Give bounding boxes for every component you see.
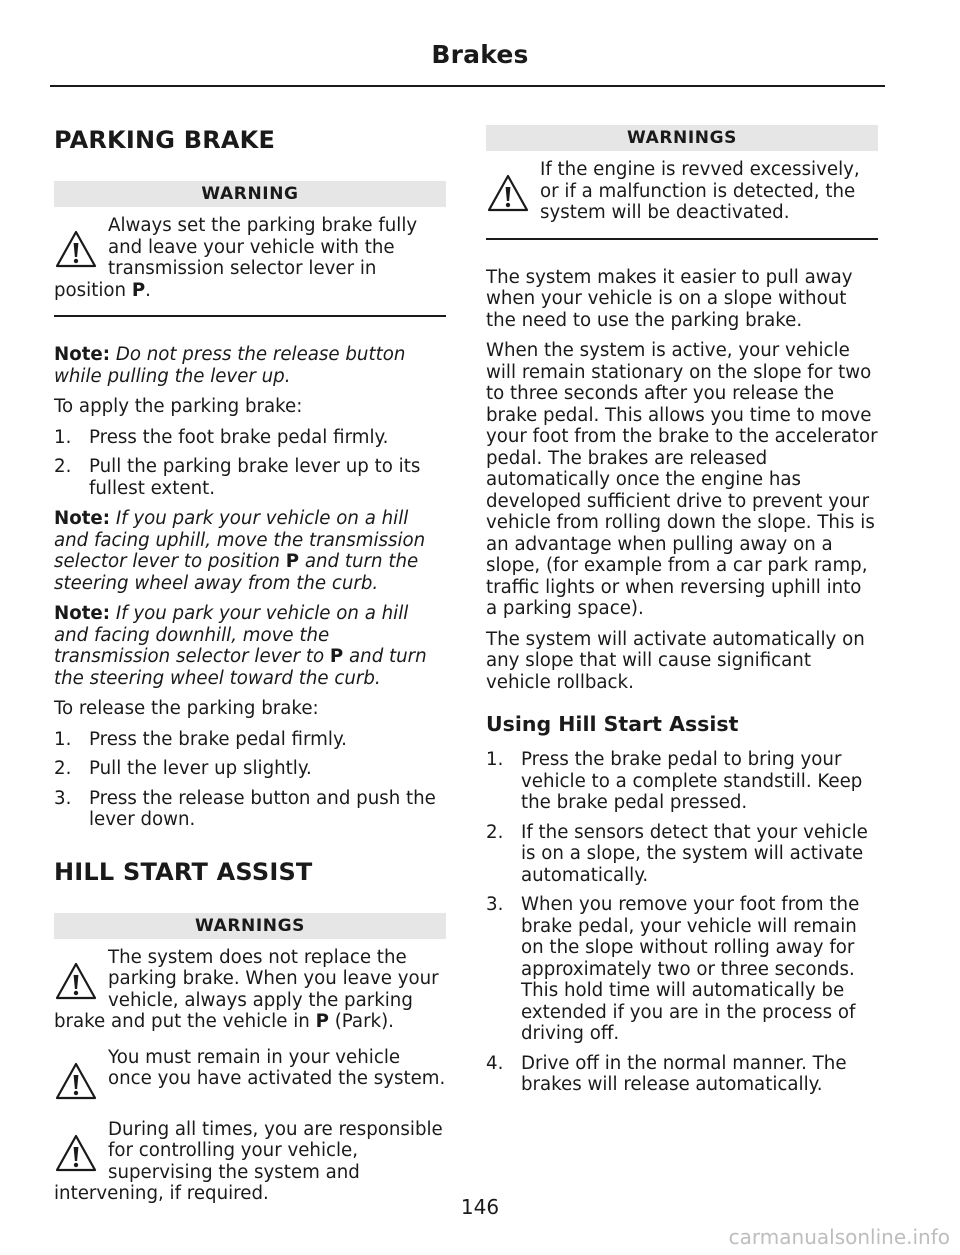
apply-steps bbox=[54, 427, 446, 500]
parking-brake-heading: PARKING BRAKE bbox=[54, 126, 276, 154]
note-text: If you park your vehicle on a hill and facing uphill, move the transmission selector lever to position bbox=[54, 508, 426, 572]
warning-triangle-icon bbox=[486, 173, 530, 213]
step-text: Press the brake pedal firmly. bbox=[89, 728, 347, 750]
note-text: Do not press the release button while pulling the lever up. bbox=[54, 344, 406, 387]
warning-text: During all times, you are responsible for controlling your vehicle, supervising the system and intervening, if required. bbox=[54, 1118, 443, 1204]
warning-item bbox=[54, 947, 446, 1033]
list-item bbox=[486, 1053, 878, 1096]
warning-item bbox=[54, 1119, 446, 1205]
left-column bbox=[54, 125, 446, 1219]
hill-start-assist-heading: HILL START ASSIST bbox=[54, 857, 313, 886]
note-downhill bbox=[54, 603, 446, 689]
warning-text-end: . bbox=[145, 279, 151, 301]
step-number: 4. bbox=[486, 1052, 504, 1074]
list-item bbox=[54, 729, 446, 751]
list-item bbox=[54, 758, 446, 780]
step-number: 2. bbox=[486, 821, 504, 843]
hsa-warnings-box bbox=[54, 913, 446, 1205]
paragraph: The system will activate automatically on any slope that will cause significant vehicle rollback. bbox=[486, 628, 865, 693]
warning-triangle-icon bbox=[54, 229, 98, 269]
step-text: Press the release button and push the lever down. bbox=[89, 787, 436, 830]
list-item bbox=[54, 788, 446, 831]
warning-text-end: (Park). bbox=[328, 1011, 394, 1032]
warning-item bbox=[54, 215, 446, 301]
warning-triangle-icon bbox=[54, 1133, 98, 1173]
step-number: 1. bbox=[54, 728, 72, 750]
parking-warning-box bbox=[54, 181, 446, 317]
warning-item bbox=[486, 159, 878, 224]
position-p: P bbox=[329, 646, 344, 667]
system-warnings-box bbox=[486, 125, 878, 240]
list-item bbox=[54, 456, 446, 499]
header-divider bbox=[50, 85, 885, 87]
warnings-heading: WARNINGS bbox=[486, 125, 878, 151]
step-text: When you remove your foot from the brake pedal, your vehicle will remain on the slope without rolling away for approximately two or three seconds. This hold time will automatically be extended if you are in the process of driving off. bbox=[521, 894, 860, 1044]
note-label: Note: bbox=[54, 508, 111, 529]
chapter-title: Brakes bbox=[431, 40, 529, 69]
warning-text: Always set the parking brake fully and leave your vehicle with the transmission selector lever in position bbox=[54, 215, 418, 301]
release-intro: To release the parking brake: bbox=[54, 698, 319, 719]
note-label: Note: bbox=[54, 344, 111, 365]
step-text: Drive off in the normal manner. The brakes will release automatically. bbox=[521, 1052, 847, 1095]
note-label: Note: bbox=[54, 603, 111, 624]
list-item bbox=[486, 749, 878, 814]
list-item bbox=[486, 822, 878, 887]
position-p: P bbox=[131, 279, 146, 301]
warning-triangle-icon bbox=[54, 1061, 98, 1101]
step-number: 2. bbox=[54, 758, 72, 779]
step-number: 3. bbox=[54, 787, 72, 809]
step-text: Pull the parking brake lever up to its fullest extent. bbox=[89, 456, 421, 499]
step-number: 3. bbox=[486, 894, 504, 915]
note-release-button bbox=[54, 344, 446, 387]
warning-triangle-icon bbox=[54, 961, 98, 1001]
step-text: If the sensors detect that your vehicle is on a slope, the system will activate automatically. bbox=[521, 821, 868, 886]
warning-text: You must remain in your vehicle once you have activated the system. bbox=[108, 1046, 446, 1089]
step-number: 2. bbox=[54, 456, 72, 477]
warning-text: If the engine is revved excessively, or if a malfunction is detected, the system will be deactivated. bbox=[540, 159, 860, 223]
note-text: If you park your vehicle on a hill and facing downhill, move the transmission selector lever to bbox=[54, 603, 409, 667]
release-steps bbox=[54, 729, 446, 831]
apply-intro: To apply the parking brake: bbox=[54, 396, 303, 417]
list-item bbox=[486, 894, 878, 1045]
note-text-end: and turn the steering wheel away from the curb. bbox=[54, 551, 419, 594]
using-hsa-heading: Using Hill Start Assist bbox=[486, 712, 739, 736]
page-number: 146 bbox=[460, 1195, 500, 1219]
step-text: Press the foot brake pedal firmly. bbox=[89, 426, 389, 448]
position-p: P bbox=[285, 551, 300, 572]
page-header bbox=[0, 0, 960, 88]
warning-heading: WARNING bbox=[54, 181, 446, 207]
using-steps bbox=[486, 749, 878, 1096]
step-text: Press the brake pedal to bring your vehicle to a complete standstill. Keep the brake pedal pressed. bbox=[521, 749, 863, 813]
warning-item bbox=[54, 1047, 446, 1105]
step-text: Pull the lever up slightly. bbox=[89, 758, 312, 779]
right-column bbox=[486, 125, 878, 1105]
warnings-heading: WARNINGS bbox=[54, 913, 446, 939]
paragraph: The system makes it easier to pull away when your vehicle is on a slope without the need to use the parking brake. bbox=[486, 266, 853, 331]
watermark: carmanualsonline.info bbox=[728, 1225, 950, 1249]
list-item bbox=[54, 427, 446, 449]
note-text-end: and turn the steering wheel toward the curb. bbox=[54, 646, 427, 689]
warning-text: The system does not replace the parking brake. When you leave your vehicle, always apply the parking brake and put the vehicle in bbox=[54, 946, 439, 1032]
warning-divider bbox=[486, 238, 878, 240]
warning-divider bbox=[54, 315, 446, 317]
note-uphill bbox=[54, 508, 446, 594]
step-number: 1. bbox=[54, 426, 72, 448]
paragraph: When the system is active, your vehicle will remain stationary on the slope for two to three seconds after you release the brake pedal. This allows you time to move your foot from the brake to the accelerator pedal. The brakes are released automatically once the engine has developed sufficient drive to prevent your vehicle from rolling down the slope. This is an advantage when pulling away on a slope, (for example from a car park ramp, traffic lights or when reversing uphill into a parking space). bbox=[486, 340, 878, 619]
step-number: 1. bbox=[486, 749, 504, 770]
position-p: P bbox=[315, 1011, 329, 1032]
